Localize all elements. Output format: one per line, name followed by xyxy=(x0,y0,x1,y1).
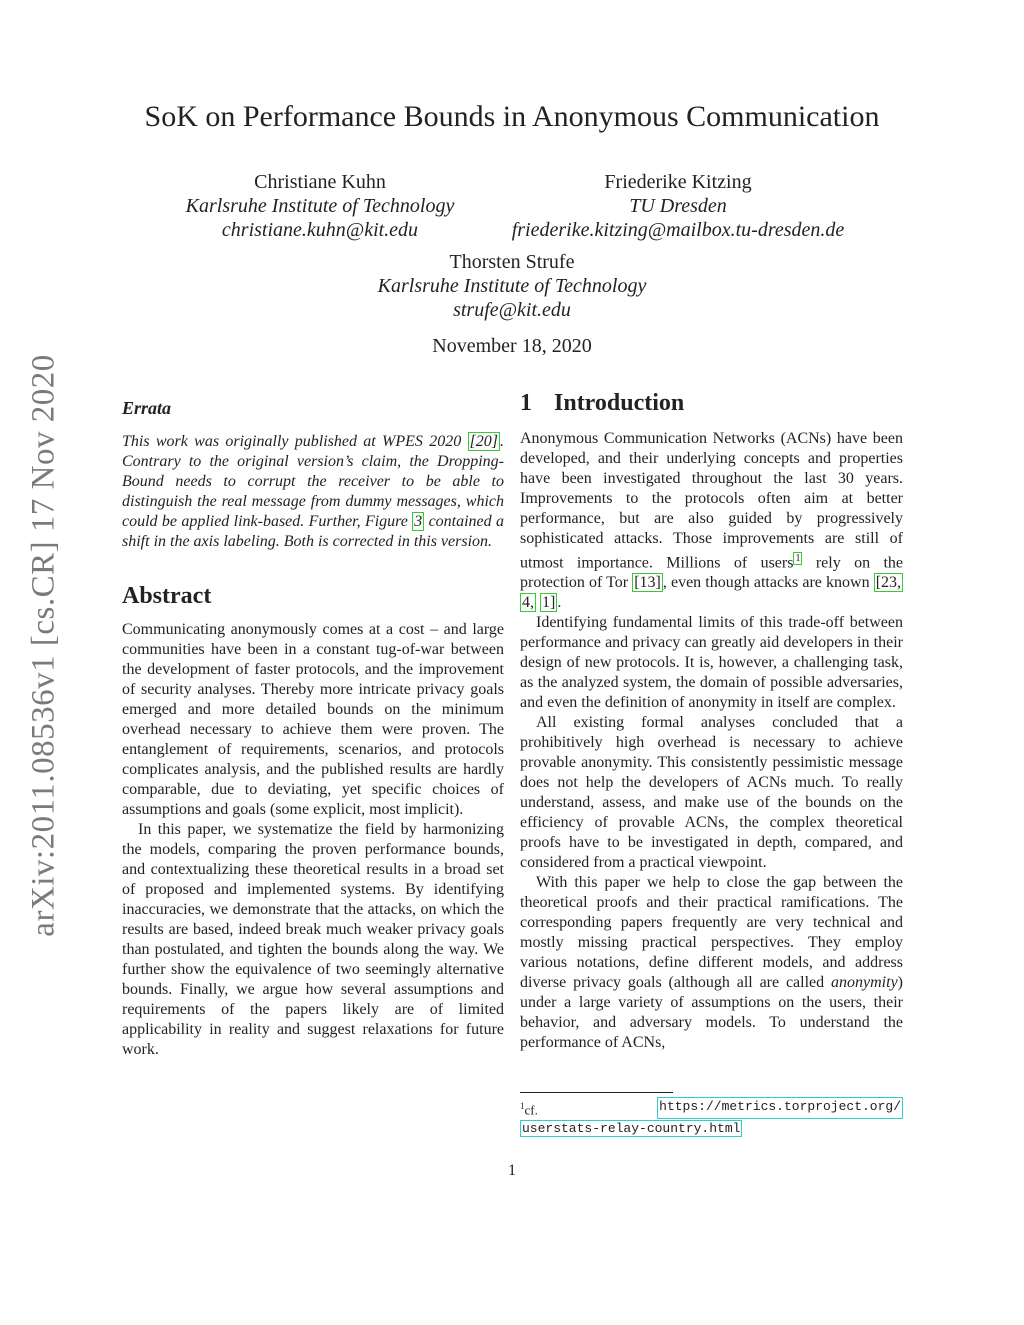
arxiv-id: arXiv:2011.08536v1 [cs.CR] 17 Nov 2020 xyxy=(25,353,62,937)
intro-paragraph: Identifying fundamental limits of this trade-off between performance and privacy can greatly aid developers in their design of new protocols. It is, however, a challenging task, as the analyzed system, the domain of possible adversaries, and even the definition of anonymity in itself are complex. xyxy=(520,614,903,712)
citation-link[interactable]: [20] xyxy=(469,433,499,450)
author-affiliation: Karlsruhe Institute of Technology xyxy=(185,195,455,217)
footnote-rule xyxy=(520,1092,673,1093)
intro-paragraph: All existing formal analyses concluded that a prohibitively high overhead is necessary to achieve provable anonymity. This consistently pessimistic message does not help the developers of ACNs much. To really understand, assess, and make use of the bounds on the efficiency of provable ACNs, the complex theoretical proofs have to be investigated in depth, compared, and considered from a practical viewpoint. xyxy=(520,714,903,872)
footnote-ref[interactable]: 1 xyxy=(795,553,801,564)
page-number: 1 xyxy=(508,1162,516,1179)
author-name: Friederike Kitzing xyxy=(604,171,752,193)
author-name: Christiane Kuhn xyxy=(254,171,386,193)
author-block xyxy=(150,170,490,242)
author-block xyxy=(312,250,712,322)
intro-paragraph: With this paper we help to close the gap between the theoretical proofs and their practical ramifications. The corresponding papers frequently are very technical and mostly missing practical perspectives. They employ various notations, define different models, and address diverse privacy goals (although all are called anonymity) under a large variety of assumptions on the users, their behavior, and adversary models. To understand the performance of ACNs, xyxy=(520,874,903,1052)
footnote xyxy=(520,1097,903,1138)
author-affiliation: TU Dresden xyxy=(629,195,727,217)
citation-link[interactable]: 4, xyxy=(522,594,534,612)
errata-text: This work was originally published at WPES 2020 [20] . Contrary to the original version’s claim, the Dropping-Bound needs to corrupt the receiver to be able to distinguish the real message from dummy messages, which could be applied link-based. Further, Figure 3 contained a shift in the axis labeling. Both is corrected in this version. xyxy=(122,433,505,550)
section-heading xyxy=(520,390,903,416)
author-name: Thorsten Strufe xyxy=(449,251,575,273)
author-email[interactable]: friederike.kitzing@mailbox.tu-dresden.de xyxy=(511,219,845,241)
abstract-paragraph: Communicating anonymously comes at a cost – and large communities have been in a constant tug-of-war between the development of faster protocols, and the improvement of security analyses. Thereby more intricate privacy goals emerged and more detailed bounds on the minimum overhead necessary to achieve them were proven. The entanglement of requirements, scenarios, and protocols complicates analysis, and the published results are hardly comparable, due to deviating, yet specific choices of assumptions and goals (some explicit, most implicit). xyxy=(122,621,504,818)
footnote-mark: 1 xyxy=(520,1101,525,1111)
right-column xyxy=(520,390,904,1053)
paper-title: SoK on Performance Bounds in Anonymous Communication xyxy=(144,100,880,133)
abstract-heading: Abstract xyxy=(122,583,212,609)
errata-heading: Errata xyxy=(122,398,172,418)
abstract-paragraph: In this paper, we systematize the field by harmonizing the models, comparing the proven performance bounds, and contextualizing these theoretical results in a broad set of proposed and implemented systems. By identifying inaccuracies, we demonstrate that the attacks, on which the results are based, indeed break much weaker privacy goals than postulated, and tighten the bounds along the way. We further show the equivalence of two seemingly alternative bounds. Finally, we argue how several assumptions and requirements of the papers likely are of limited applicability in reality and suggest relaxations for future work. xyxy=(122,821,504,1058)
author-email[interactable]: strufe@kit.edu xyxy=(453,299,571,321)
section-title: Introduction xyxy=(554,390,685,416)
author-block xyxy=(488,170,868,242)
citation-link[interactable]: 1] xyxy=(542,594,556,612)
section-number: 1 xyxy=(520,390,532,416)
citation-link[interactable]: [23, xyxy=(875,574,902,592)
paper-date: November 18, 2020 xyxy=(432,335,592,357)
footnote-url[interactable]: https://metrics.torproject.org/ xyxy=(657,1097,903,1119)
author-affiliation: Karlsruhe Institute of Technology xyxy=(377,275,647,297)
author-email[interactable]: christiane.kuhn@kit.edu xyxy=(221,219,419,241)
footnote-url[interactable]: userstats-relay-country.html xyxy=(522,1121,741,1137)
figure-link[interactable]: 3 xyxy=(414,513,423,530)
intro-paragraph: Anonymous Communication Networks (ACNs) have been developed, and their underlying concepts and properties have been investigated throughout the last 30 years. Improvements to the protocols often aim at better performance, but are also guided by progressively sophisticated attacks. Those improvements are still of utmost importance. Millions of users $^1$ rely on the protection of Tor [13] , even though attacks are known [23, 4, 1] . xyxy=(520,430,904,612)
arxiv-sidebar xyxy=(16,350,72,940)
footnote-text: cf. xyxy=(524,1102,538,1118)
left-column xyxy=(122,398,504,1060)
citation-link[interactable]: [13] xyxy=(634,574,661,592)
